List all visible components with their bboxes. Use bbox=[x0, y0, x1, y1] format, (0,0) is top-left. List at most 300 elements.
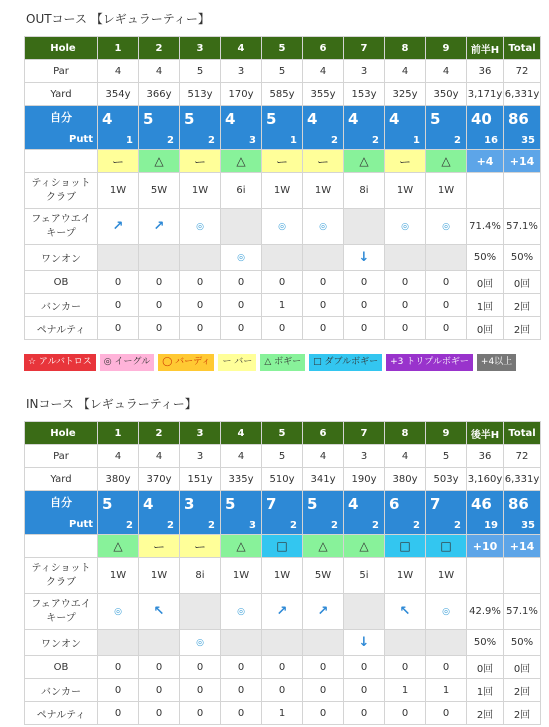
putt-count: 35 bbox=[521, 135, 535, 146]
hole-number: Total bbox=[504, 37, 541, 60]
fairway-hit-icon: ◎ bbox=[319, 222, 327, 232]
tee-club-value: 1W bbox=[303, 173, 344, 209]
par-value: 72 bbox=[504, 445, 541, 468]
par-value: 3 bbox=[221, 60, 262, 83]
tee-club-value: 1W bbox=[221, 558, 262, 594]
tee-club-label: ティショット クラブ bbox=[25, 558, 98, 594]
fairway-rate: 71.4% bbox=[467, 209, 504, 245]
tee-club-value bbox=[467, 173, 504, 209]
result-row bbox=[25, 150, 541, 173]
fairway-rate: 42.9% bbox=[467, 594, 504, 630]
ob-row bbox=[25, 656, 541, 679]
putt-count: 1 bbox=[126, 135, 133, 146]
bunker-row bbox=[25, 294, 541, 317]
par-value: 3 bbox=[180, 445, 221, 468]
penalty-value: 0 bbox=[303, 702, 344, 725]
stroke-count: 4 bbox=[102, 110, 113, 128]
result-mark: ー bbox=[139, 535, 180, 558]
result-mark: +10 bbox=[467, 535, 504, 558]
bunker-value: 2回 bbox=[504, 679, 541, 702]
yard-value: 380y bbox=[98, 468, 139, 491]
fairway-hit-icon: ◎ bbox=[237, 607, 245, 617]
result-mark: ー bbox=[180, 150, 221, 173]
score-cell bbox=[98, 491, 139, 535]
hole-number: 後半H bbox=[467, 422, 504, 445]
score-row bbox=[25, 106, 541, 150]
fairway-hit-icon: ◎ bbox=[196, 222, 204, 232]
stroke-count: 4 bbox=[389, 110, 400, 128]
one-on-label: ワンオン bbox=[25, 630, 98, 656]
penalty-value: 0 bbox=[426, 702, 467, 725]
hole-number: 6 bbox=[303, 422, 344, 445]
stroke-count: 7 bbox=[430, 495, 441, 513]
par-value: 4 bbox=[98, 60, 139, 83]
bunker-value: 0 bbox=[303, 679, 344, 702]
tee-club-value: 1W bbox=[262, 558, 303, 594]
bunker-value: 1 bbox=[385, 679, 426, 702]
stroke-count: 86 bbox=[508, 495, 529, 513]
par-value: 5 bbox=[426, 445, 467, 468]
legend-item: +4以上 bbox=[477, 354, 516, 371]
hole-number: 9 bbox=[426, 422, 467, 445]
par-value: 4 bbox=[221, 445, 262, 468]
par-value: 36 bbox=[467, 445, 504, 468]
tee-club-value: 6i bbox=[221, 173, 262, 209]
stroke-count: 5 bbox=[225, 495, 236, 513]
hole-header: Hole bbox=[25, 422, 98, 445]
result-mark: △ bbox=[344, 150, 385, 173]
legend-item: +3 トリプルボギー bbox=[386, 354, 473, 371]
result-mark: □ bbox=[262, 535, 303, 558]
hole-number: 3 bbox=[180, 37, 221, 60]
miss-right-arrow-icon: ↗ bbox=[276, 604, 288, 619]
bunker-value: 1回 bbox=[467, 294, 504, 317]
hole-number: 4 bbox=[221, 422, 262, 445]
ob-value: 0回 bbox=[504, 656, 541, 679]
one-on-cell bbox=[426, 245, 467, 271]
fairway-cell bbox=[344, 209, 385, 245]
stroke-count: 46 bbox=[471, 495, 492, 513]
stroke-count: 7 bbox=[266, 495, 277, 513]
bunker-value: 0 bbox=[221, 679, 262, 702]
fairway-cell bbox=[221, 209, 262, 245]
tee-club-value: 5i bbox=[344, 558, 385, 594]
par-row bbox=[25, 445, 541, 468]
one-on-cell bbox=[180, 630, 221, 656]
result-mark: +14 bbox=[504, 150, 541, 173]
fairway-hit-icon: ◎ bbox=[442, 222, 450, 232]
yard-value: 325y bbox=[385, 83, 426, 106]
ob-value: 0 bbox=[262, 271, 303, 294]
yard-value: 355y bbox=[303, 83, 344, 106]
one-on-cell bbox=[303, 630, 344, 656]
putt-count: 3 bbox=[249, 520, 256, 531]
stroke-count: 5 bbox=[102, 495, 113, 513]
legend-item: ☆ アルバトロス bbox=[24, 354, 96, 371]
fairway-cell bbox=[98, 594, 139, 630]
penalty-value: 0 bbox=[303, 317, 344, 340]
ob-value: 0 bbox=[303, 271, 344, 294]
yard-value: 585y bbox=[262, 83, 303, 106]
score-cell bbox=[139, 106, 180, 150]
yard-value: 6,331y bbox=[504, 468, 541, 491]
one-on-cell bbox=[385, 630, 426, 656]
penalty-value: 0 bbox=[139, 317, 180, 340]
tee-club-value: 5W bbox=[303, 558, 344, 594]
stroke-count: 5 bbox=[184, 110, 195, 128]
tee-club-value: 5W bbox=[139, 173, 180, 209]
stroke-count: 4 bbox=[225, 110, 236, 128]
one-on-cell bbox=[344, 245, 385, 271]
score-cell bbox=[344, 491, 385, 535]
result-mark: △ bbox=[98, 535, 139, 558]
par-value: 4 bbox=[139, 60, 180, 83]
penalty-value: 0 bbox=[221, 317, 262, 340]
fairway-cell bbox=[426, 594, 467, 630]
yard-value: 503y bbox=[426, 468, 467, 491]
hole-number: 8 bbox=[385, 37, 426, 60]
tee-club-value bbox=[467, 558, 504, 594]
bunker-value: 2回 bbox=[504, 294, 541, 317]
one-on-cell bbox=[98, 245, 139, 271]
ob-value: 0 bbox=[180, 656, 221, 679]
one-on-cell bbox=[180, 245, 221, 271]
yard-row bbox=[25, 468, 541, 491]
bunker-value: 0 bbox=[221, 294, 262, 317]
bunker-label: バンカー bbox=[25, 679, 98, 702]
fairway-cell bbox=[139, 209, 180, 245]
stroke-count: 5 bbox=[307, 495, 318, 513]
par-value: 72 bbox=[504, 60, 541, 83]
par-value: 4 bbox=[426, 60, 467, 83]
fairway-cell bbox=[262, 209, 303, 245]
yard-value: 335y bbox=[221, 468, 262, 491]
bunker-value: 0 bbox=[262, 679, 303, 702]
ob-value: 0 bbox=[221, 271, 262, 294]
par-value: 3 bbox=[344, 60, 385, 83]
header-row bbox=[25, 37, 541, 60]
putt-count: 35 bbox=[521, 520, 535, 531]
score-cell bbox=[98, 106, 139, 150]
putt-count: 19 bbox=[484, 520, 498, 531]
putt-count: 2 bbox=[331, 135, 338, 146]
hole-number: 1 bbox=[98, 422, 139, 445]
result-mark: ー bbox=[385, 150, 426, 173]
score-row bbox=[25, 491, 541, 535]
ob-value: 0 bbox=[344, 656, 385, 679]
putt-count: 2 bbox=[372, 135, 379, 146]
yard-value: 3,160y bbox=[467, 468, 504, 491]
hole-number: 2 bbox=[139, 37, 180, 60]
fairway-cell bbox=[180, 209, 221, 245]
score-label bbox=[25, 491, 98, 535]
bunker-value: 1回 bbox=[467, 679, 504, 702]
fairway-cell bbox=[385, 594, 426, 630]
bunker-value: 0 bbox=[98, 294, 139, 317]
yard-value: 6,331y bbox=[504, 83, 541, 106]
score-cell bbox=[385, 106, 426, 150]
par-row bbox=[25, 60, 541, 83]
fairway-cell bbox=[139, 594, 180, 630]
tee-club-value bbox=[504, 173, 541, 209]
yard-value: 350y bbox=[426, 83, 467, 106]
stroke-count: 5 bbox=[430, 110, 441, 128]
result-mark: ー bbox=[303, 150, 344, 173]
ob-value: 0 bbox=[262, 656, 303, 679]
ob-value: 0 bbox=[139, 271, 180, 294]
yard-value: 170y bbox=[221, 83, 262, 106]
ob-value: 0 bbox=[303, 656, 344, 679]
penalty-value: 0 bbox=[385, 317, 426, 340]
penalty-row bbox=[25, 317, 541, 340]
putt-label: Putt bbox=[68, 134, 93, 145]
ob-value: 0回 bbox=[504, 271, 541, 294]
tee-club-value: 1W bbox=[385, 173, 426, 209]
ob-row bbox=[25, 271, 541, 294]
tee-club-value: 1W bbox=[426, 558, 467, 594]
score-cell bbox=[303, 106, 344, 150]
result-row bbox=[25, 535, 541, 558]
hole-number: 5 bbox=[262, 37, 303, 60]
ob-label: OB bbox=[25, 656, 98, 679]
one-on-rate: 50% bbox=[504, 630, 541, 656]
result-mark: ー bbox=[180, 535, 221, 558]
stroke-count: 6 bbox=[389, 495, 400, 513]
yard-value: 190y bbox=[344, 468, 385, 491]
one-on-rate: 50% bbox=[467, 630, 504, 656]
tee-club-value: 1W bbox=[385, 558, 426, 594]
putt-count: 2 bbox=[413, 520, 420, 531]
putt-count: 2 bbox=[331, 520, 338, 531]
one-on-cell bbox=[221, 630, 262, 656]
in-score-table bbox=[24, 421, 541, 725]
fairway-cell bbox=[98, 209, 139, 245]
one-on-label: ワンオン bbox=[25, 245, 98, 271]
putt-count: 2 bbox=[372, 520, 379, 531]
penalty-value: 0 bbox=[344, 317, 385, 340]
par-value: 4 bbox=[303, 60, 344, 83]
putt-count: 2 bbox=[208, 135, 215, 146]
bunker-value: 0 bbox=[426, 294, 467, 317]
one-on-cell bbox=[98, 630, 139, 656]
legend-item: ー バー bbox=[218, 354, 256, 371]
self-label: 自分 bbox=[50, 111, 72, 124]
bunker-value: 0 bbox=[139, 679, 180, 702]
header-row bbox=[25, 422, 541, 445]
score-cell bbox=[180, 106, 221, 150]
yard-row bbox=[25, 83, 541, 106]
penalty-value: 0 bbox=[262, 317, 303, 340]
score-cell bbox=[504, 491, 541, 535]
stroke-count: 4 bbox=[348, 110, 359, 128]
fairway-cell bbox=[385, 209, 426, 245]
miss-right-arrow-icon: ↗ bbox=[317, 604, 329, 619]
ob-value: 0 bbox=[385, 656, 426, 679]
fairway-hit-icon: ◎ bbox=[237, 253, 245, 263]
yard-value: 370y bbox=[139, 468, 180, 491]
penalty-value: 0 bbox=[180, 702, 221, 725]
one-on-row bbox=[25, 630, 541, 656]
score-cell bbox=[467, 106, 504, 150]
penalty-value: 2回 bbox=[467, 702, 504, 725]
penalty-value: 2回 bbox=[504, 702, 541, 725]
ob-value: 0 bbox=[385, 271, 426, 294]
penalty-value: 0 bbox=[426, 317, 467, 340]
putt-count: 2 bbox=[167, 520, 174, 531]
putt-count: 2 bbox=[126, 520, 133, 531]
putt-label: Putt bbox=[68, 519, 93, 530]
tee-club-label: ティショット クラブ bbox=[25, 173, 98, 209]
tee-club-value bbox=[504, 558, 541, 594]
score-cell bbox=[467, 491, 504, 535]
ob-value: 0 bbox=[344, 271, 385, 294]
score-cell bbox=[385, 491, 426, 535]
result-mark: △ bbox=[221, 150, 262, 173]
ob-value: 0回 bbox=[467, 656, 504, 679]
fairway-cell bbox=[426, 209, 467, 245]
penalty-value: 0 bbox=[385, 702, 426, 725]
fairway-cell bbox=[303, 209, 344, 245]
result-mark: +14 bbox=[504, 535, 541, 558]
result-mark: △ bbox=[221, 535, 262, 558]
one-on-rate: 50% bbox=[467, 245, 504, 271]
penalty-value: 1 bbox=[262, 702, 303, 725]
score-cell bbox=[303, 491, 344, 535]
par-value: 4 bbox=[385, 60, 426, 83]
yard-label: Yard bbox=[25, 468, 98, 491]
fairway-cell bbox=[344, 594, 385, 630]
par-value: 4 bbox=[385, 445, 426, 468]
stroke-count: 3 bbox=[184, 495, 195, 513]
fairway-hit-icon: ◎ bbox=[401, 222, 409, 232]
self-label: 自分 bbox=[50, 496, 72, 509]
par-value: 3 bbox=[344, 445, 385, 468]
fairway-cell bbox=[221, 594, 262, 630]
penalty-row bbox=[25, 702, 541, 725]
fairway-label: フェアウエイ キープ bbox=[25, 209, 98, 245]
result-mark: ー bbox=[262, 150, 303, 173]
tee-club-row bbox=[25, 558, 541, 594]
one-on-cell bbox=[221, 245, 262, 271]
short-arrow-icon: ↓ bbox=[358, 635, 370, 650]
miss-left-arrow-icon: ↖ bbox=[399, 604, 411, 619]
penalty-value: 0 bbox=[221, 702, 262, 725]
hole-number: 7 bbox=[344, 422, 385, 445]
par-value: 36 bbox=[467, 60, 504, 83]
miss-right-arrow-icon: ↗ bbox=[153, 219, 165, 234]
short-arrow-icon: ↓ bbox=[358, 250, 370, 265]
bunker-row bbox=[25, 679, 541, 702]
score-cell bbox=[426, 106, 467, 150]
bunker-value: 0 bbox=[303, 294, 344, 317]
fairway-hit-icon: ◎ bbox=[196, 638, 204, 648]
penalty-value: 0 bbox=[139, 702, 180, 725]
penalty-value: 0 bbox=[98, 317, 139, 340]
one-on-cell bbox=[139, 630, 180, 656]
result-mark: □ bbox=[385, 535, 426, 558]
score-cell bbox=[221, 106, 262, 150]
yard-value: 341y bbox=[303, 468, 344, 491]
tee-club-value: 1W bbox=[98, 173, 139, 209]
bunker-value: 1 bbox=[262, 294, 303, 317]
tee-club-value: 1W bbox=[262, 173, 303, 209]
yard-value: 151y bbox=[180, 468, 221, 491]
legend-item: △ ボギー bbox=[260, 354, 305, 371]
putt-count: 16 bbox=[484, 135, 498, 146]
result-mark: △ bbox=[426, 150, 467, 173]
tee-club-row bbox=[25, 173, 541, 209]
par-label: Par bbox=[25, 445, 98, 468]
stroke-count: 40 bbox=[471, 110, 492, 128]
legend-item: ◎ イーグル bbox=[100, 354, 154, 371]
one-on-cell bbox=[139, 245, 180, 271]
ob-value: 0 bbox=[221, 656, 262, 679]
yard-value: 3,171y bbox=[467, 83, 504, 106]
score-cell bbox=[180, 491, 221, 535]
result-label-blank bbox=[25, 150, 98, 173]
one-on-cell bbox=[262, 630, 303, 656]
fairway-rate: 57.1% bbox=[504, 209, 541, 245]
fairway-cell bbox=[262, 594, 303, 630]
yard-value: 366y bbox=[139, 83, 180, 106]
tee-club-value: 1W bbox=[98, 558, 139, 594]
fairway-hit-icon: ◎ bbox=[442, 607, 450, 617]
result-mark: △ bbox=[344, 535, 385, 558]
miss-left-arrow-icon: ↖ bbox=[153, 604, 165, 619]
ob-value: 0 bbox=[98, 271, 139, 294]
one-on-cell bbox=[426, 630, 467, 656]
score-cell bbox=[344, 106, 385, 150]
fairway-hit-icon: ◎ bbox=[114, 607, 122, 617]
bunker-label: バンカー bbox=[25, 294, 98, 317]
score-label bbox=[25, 106, 98, 150]
in-course-title: INコース 【レギュラーティー】 bbox=[26, 397, 197, 411]
yard-value: 513y bbox=[180, 83, 221, 106]
stroke-count: 5 bbox=[266, 110, 277, 128]
result-label-blank bbox=[25, 535, 98, 558]
hole-number: 1 bbox=[98, 37, 139, 60]
fairway-row bbox=[25, 209, 541, 245]
result-mark: △ bbox=[303, 535, 344, 558]
hole-header: Hole bbox=[25, 37, 98, 60]
stroke-count: 4 bbox=[143, 495, 154, 513]
score-cell bbox=[504, 106, 541, 150]
one-on-cell bbox=[303, 245, 344, 271]
bunker-value: 0 bbox=[98, 679, 139, 702]
fairway-cell bbox=[180, 594, 221, 630]
fairway-hit-icon: ◎ bbox=[278, 222, 286, 232]
putt-count: 3 bbox=[249, 135, 256, 146]
legend-item: □ ダブルボギー bbox=[309, 354, 382, 371]
hole-number: 8 bbox=[385, 422, 426, 445]
yard-value: 354y bbox=[98, 83, 139, 106]
ob-value: 0 bbox=[180, 271, 221, 294]
score-legend bbox=[24, 354, 516, 371]
fairway-row bbox=[25, 594, 541, 630]
hole-number: 4 bbox=[221, 37, 262, 60]
hole-number: 3 bbox=[180, 422, 221, 445]
score-cell bbox=[262, 491, 303, 535]
miss-right-arrow-icon: ↗ bbox=[112, 219, 124, 234]
hole-number: 9 bbox=[426, 37, 467, 60]
ob-value: 0 bbox=[426, 656, 467, 679]
stroke-count: 4 bbox=[348, 495, 359, 513]
score-cell bbox=[139, 491, 180, 535]
out-score-table bbox=[24, 36, 541, 340]
putt-count: 2 bbox=[208, 520, 215, 531]
result-mark: □ bbox=[426, 535, 467, 558]
penalty-value: 0 bbox=[180, 317, 221, 340]
